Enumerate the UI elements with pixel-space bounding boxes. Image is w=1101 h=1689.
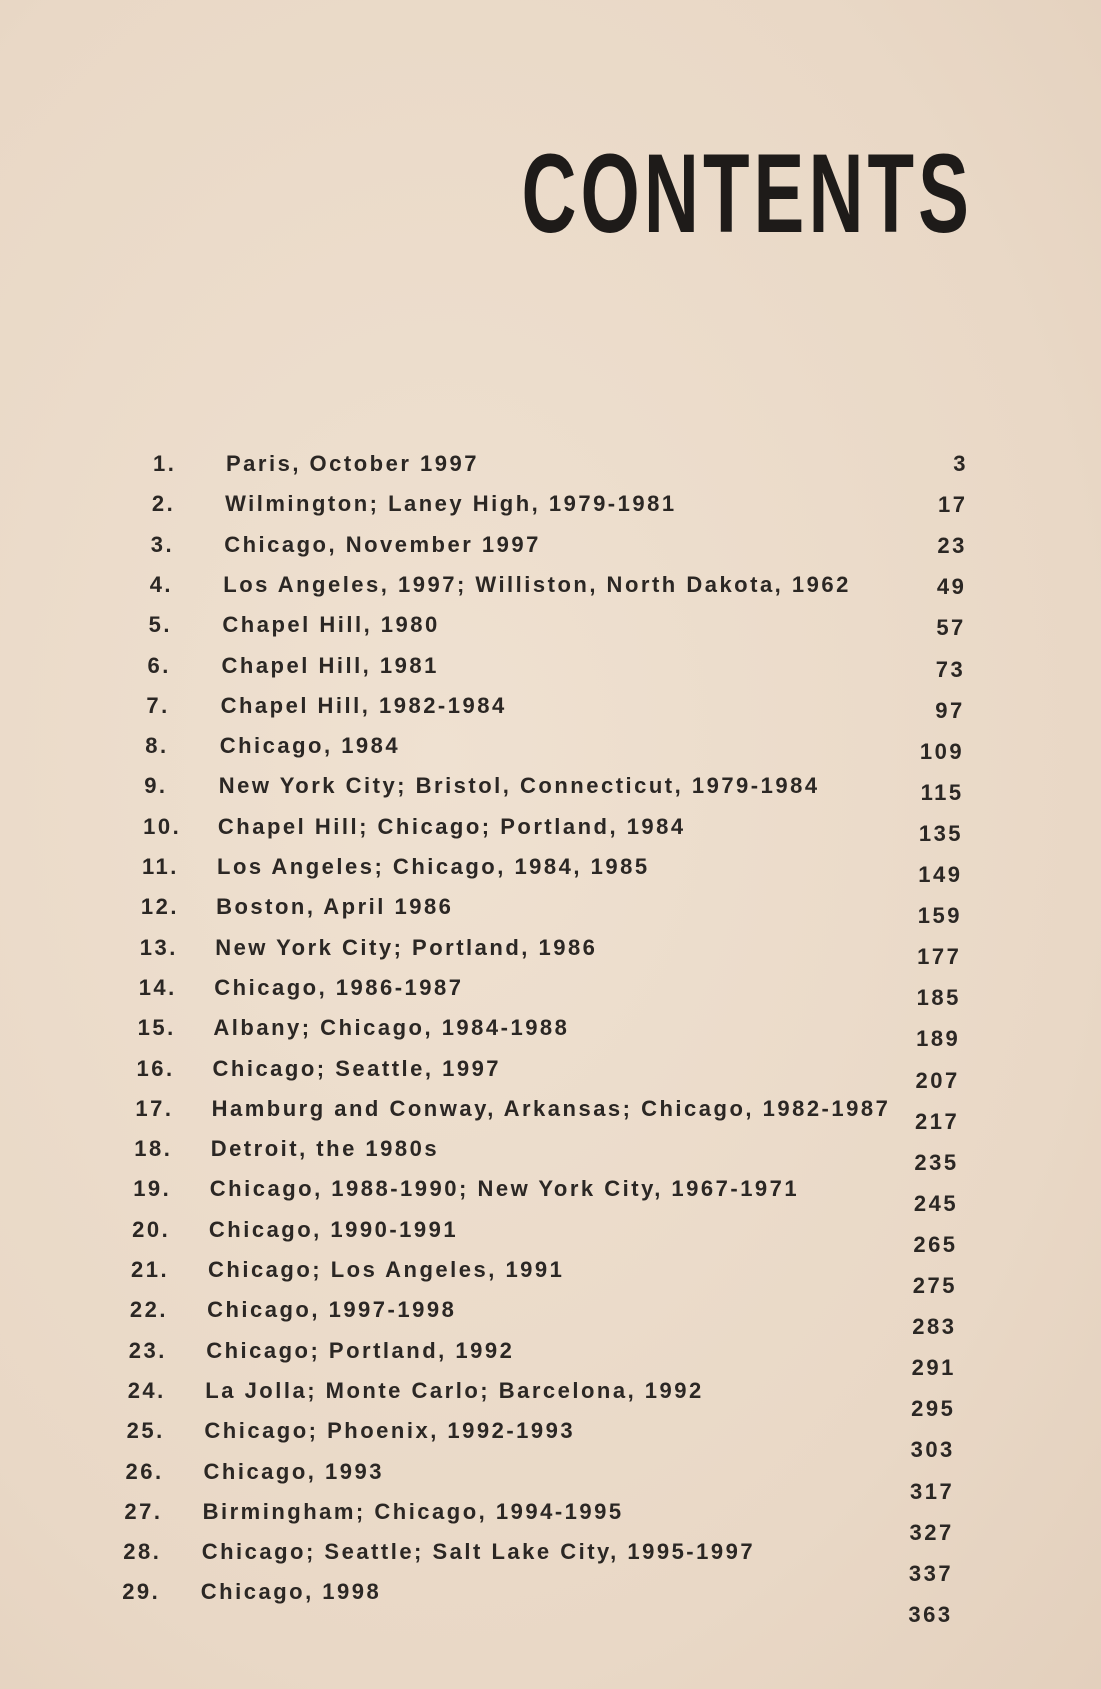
chapter-number: 24. [127, 1377, 166, 1403]
page-number: 245 [913, 1190, 959, 1216]
chapter-title: Chapel Hill, 1981 [221, 652, 439, 678]
chapter-number: 15. [137, 1015, 176, 1041]
chapter-title: Chicago; Portland, 1992 [206, 1337, 515, 1363]
chapter-title: Chicago; Phoenix, 1992-1993 [204, 1418, 576, 1444]
page-number: 57 [936, 615, 966, 641]
page-number: 363 [908, 1601, 953, 1627]
chapter-title: Chicago; Seattle, 1997 [212, 1055, 502, 1081]
chapter-number: 13. [139, 934, 178, 960]
chapter-title: Chapel Hill, 1980 [222, 612, 440, 638]
chapter-title: Chapel Hill, 1982-1984 [220, 692, 507, 718]
chapter-title: Birmingham; Chicago, 1994-1995 [202, 1498, 624, 1524]
chapter-title: Chicago, 1988-1990; New York City, 1967-1971 [209, 1176, 800, 1202]
chapter-number: 27. [124, 1498, 163, 1524]
page-number: 97 [935, 697, 965, 723]
chapter-title: Paris, October 1997 [226, 451, 479, 476]
chapter-number: 25. [126, 1418, 165, 1444]
page-number: 185 [916, 985, 961, 1011]
chapter-number: 21. [131, 1257, 170, 1282]
chapter-number: 14. [138, 974, 177, 1000]
chapter-number: 22. [129, 1297, 168, 1323]
chapter-title: New York City; Portland, 1986 [215, 934, 598, 960]
page-number: 337 [908, 1560, 954, 1586]
chapter-title: Wilmington; Laney High, 1979-1981 [225, 491, 677, 517]
chapter-number: 1. [153, 451, 177, 476]
page-number: 283 [912, 1314, 957, 1340]
page-number: 73 [935, 656, 966, 682]
chapter-title: Los Angeles; Chicago, 1984, 1985 [217, 854, 650, 879]
page-number: 317 [910, 1478, 955, 1504]
chapter-title: Chicago; Seattle; Salt Lake City, 1995-1997 [201, 1539, 756, 1565]
chapter-number: 8. [145, 733, 169, 759]
chapter-title: Chicago, 1984 [219, 733, 401, 759]
chapter-number: 5. [148, 612, 172, 638]
chapter-number: 16. [136, 1055, 175, 1081]
chapter-title: Chapel Hill; Chicago; Portland, 1984 [217, 813, 686, 839]
page-number: 275 [912, 1273, 957, 1298]
chapter-title: Chicago, 1997-1998 [207, 1297, 457, 1323]
chapter-title: Chicago, 1990-1991 [208, 1216, 459, 1242]
chapter-number: 7. [146, 692, 170, 718]
chapter-title: Chicago, November 1997 [224, 531, 541, 557]
page-number: 295 [911, 1396, 956, 1422]
chapter-title: Chicago, 1993 [203, 1458, 384, 1484]
page-number: 217 [914, 1108, 960, 1134]
page-number: 327 [909, 1519, 954, 1545]
chapter-number: 26. [125, 1458, 164, 1484]
page-title: CONTENTS [521, 131, 973, 256]
page-number: 135 [918, 820, 964, 846]
chapter-title: La Jolla; Monte Carlo; Barcelona, 1992 [205, 1377, 704, 1403]
chapter-title: Los Angeles, 1997; Williston, North Dakota, 1962 [223, 571, 851, 597]
page-number: 109 [919, 738, 965, 764]
chapter-number: 11. [142, 854, 179, 879]
page-number: 149 [918, 862, 963, 887]
chapter-number: 12. [140, 894, 179, 920]
page-number: 3 [953, 451, 968, 476]
chapter-title: Albany; Chicago, 1984-1988 [213, 1015, 570, 1041]
chapter-number: 9. [144, 773, 168, 799]
page-number: 23 [937, 533, 967, 559]
chapter-number: 2. [151, 491, 176, 517]
chapter-title: Hamburg and Conway, Arkansas; Chicago, 1982-1987 [211, 1095, 891, 1121]
page-number: 189 [916, 1026, 961, 1052]
page-number: 49 [936, 574, 967, 600]
page-number: 303 [910, 1437, 955, 1463]
chapter-number: 10. [143, 813, 182, 839]
chapter-title: Boston, April 1986 [216, 894, 454, 920]
chapter-number: 17. [135, 1095, 174, 1121]
page-number: 291 [911, 1355, 956, 1381]
chapter-number: 4. [149, 571, 174, 597]
page-number: 177 [917, 944, 962, 970]
page-number: 207 [915, 1067, 960, 1093]
chapter-number: 29. [122, 1579, 161, 1605]
chapter-title: Chicago, 1998 [200, 1579, 382, 1605]
page-number: 17 [937, 492, 968, 518]
chapter-title: Detroit, the 1980s [210, 1136, 440, 1162]
page-number: 159 [917, 903, 962, 929]
chapter-title: Chicago; Los Angeles, 1991 [208, 1257, 565, 1282]
chapter-number: 18. [134, 1136, 173, 1162]
chapter-number: 6. [147, 652, 171, 678]
chapter-number: 20. [132, 1216, 171, 1242]
chapter-number: 3. [150, 531, 175, 557]
page-number: 115 [920, 779, 964, 805]
chapter-number: 28. [123, 1539, 162, 1565]
chapter-number: 19. [133, 1176, 172, 1202]
page-number: 265 [913, 1231, 958, 1257]
chapter-number: 23. [128, 1337, 167, 1363]
page-number: 235 [914, 1149, 959, 1175]
chapter-title: New York City; Bristol, Connecticut, 1979-1984 [218, 773, 820, 799]
chapter-title: Chicago, 1986-1987 [214, 974, 464, 1000]
